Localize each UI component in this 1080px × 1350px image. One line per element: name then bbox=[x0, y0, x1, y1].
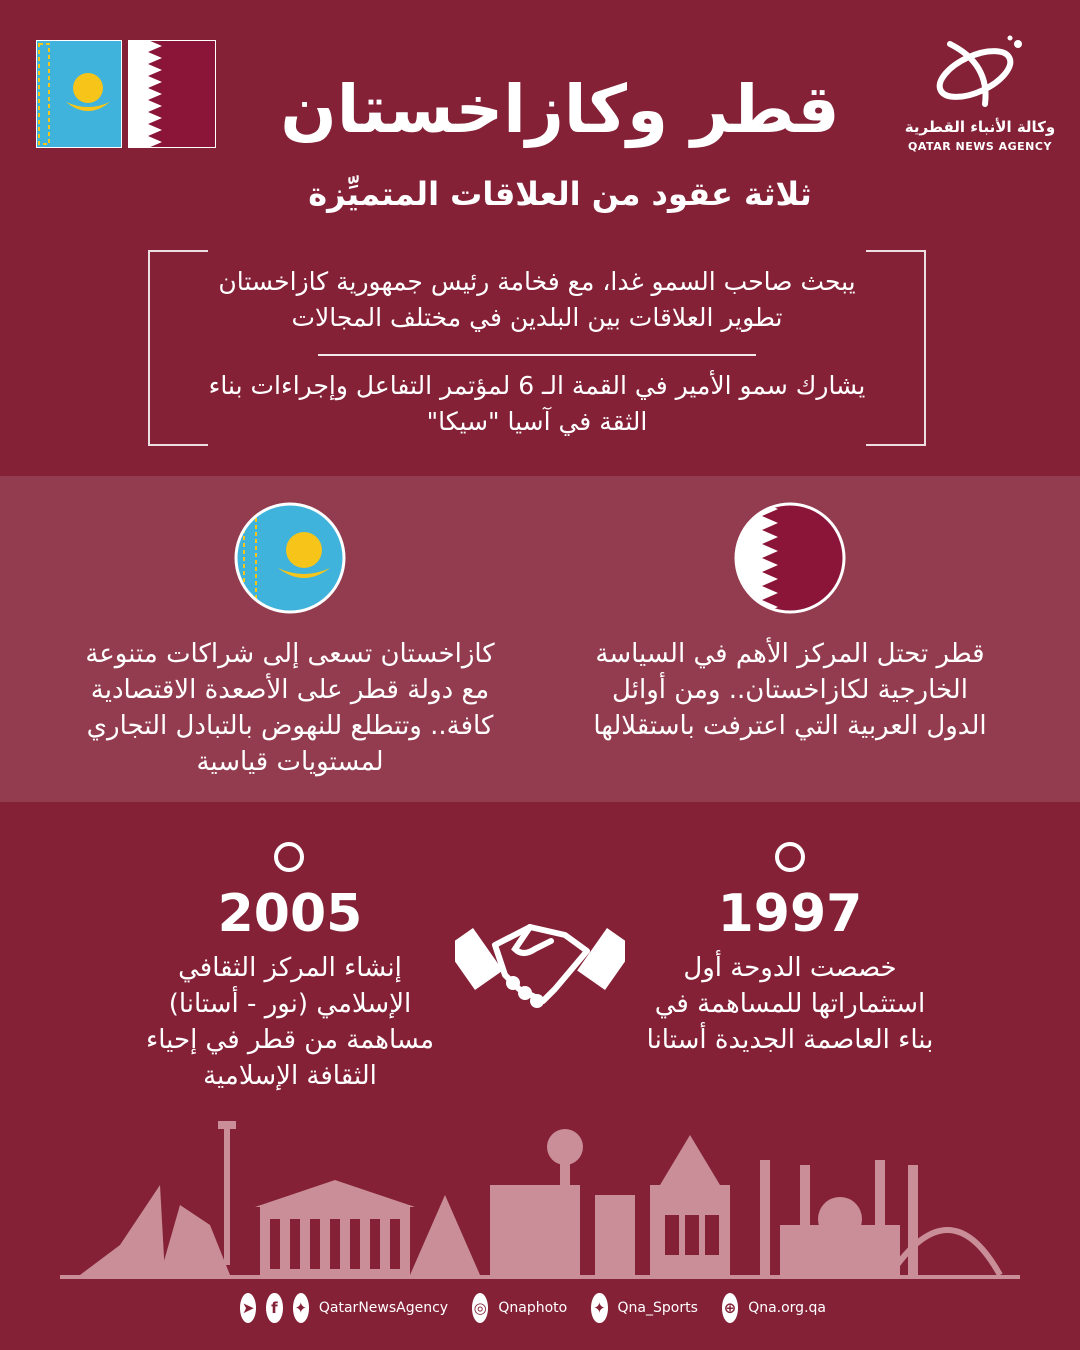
intro-frame bbox=[148, 250, 926, 442]
twitter-icon[interactable]: ✦ bbox=[293, 1293, 309, 1323]
intro-divider bbox=[318, 354, 756, 356]
facebook-icon[interactable]: f bbox=[266, 1293, 282, 1323]
qna-logo-icon bbox=[930, 34, 1030, 114]
timeline-marker-2005 bbox=[274, 842, 304, 872]
timeline-text-1997: خصصت الدوحة أول استثماراتها للمساهمة في بناء العاصمة الجديدة أستانا bbox=[646, 953, 934, 1055]
twitter-sports-handle[interactable]: Qna_Sports bbox=[617, 1300, 698, 1316]
kazakhstan-flag bbox=[36, 40, 122, 148]
instagram-icon[interactable]: ◎ bbox=[472, 1293, 488, 1323]
timeline-marker-1997 bbox=[775, 842, 805, 872]
qatar-flag-circle bbox=[734, 502, 846, 614]
astana-doha-skyline-illustration bbox=[60, 1115, 1020, 1285]
qatar-text: قطر تحتل المركز الأهم في السياسة الخارجية لكازاخستان.. ومن أوائل الدول العربية التي اعترفت باستقلالها bbox=[593, 639, 987, 741]
intro-paragraph-2: يشارك سمو الأمير في القمة الـ 6 لمؤتمر التفاعل وإجراءات بناء الثقة في آسيا "سيكا" bbox=[208, 371, 866, 436]
page-title: قطر وكازاخستان bbox=[280, 71, 840, 148]
intro-paragraph-1: يبحث صاحب السمو غدا، مع فخامة رئيس جمهورية كازاخستان تطوير العلاقات بين البلدين في مختلف المجالات bbox=[218, 267, 856, 332]
kazakhstan-flag-circle bbox=[234, 502, 346, 614]
globe-icon[interactable]: ⊕ bbox=[722, 1293, 738, 1323]
timeline-year-2005: 2005 bbox=[217, 884, 363, 944]
instagram-handle[interactable]: Qnaphoto bbox=[498, 1300, 568, 1316]
website-link[interactable]: Qna.org.qa bbox=[748, 1300, 826, 1316]
timeline-text-2005: إنشاء المركز الثقافي الإسلامي (نور - أستانا) مساهمة من قطر في إحياء الثقافة الإسلامية bbox=[146, 953, 434, 1091]
twitter-sports-icon[interactable]: ✦ bbox=[591, 1293, 607, 1323]
telegram-icon[interactable]: ➤ bbox=[240, 1293, 256, 1323]
handshake-icon bbox=[455, 905, 625, 1015]
social-handle[interactable]: QatarNewsAgency bbox=[318, 1300, 449, 1316]
kazakhstan-text: كازاخستان تسعى إلى شراكات متنوعة مع دولة قطر على الأصعدة الاقتصادية كافة.. وتتطلع للنهوض بالتبادل التجاري لمستويات قياسية bbox=[85, 639, 495, 777]
timeline-year-1997: 1997 bbox=[717, 884, 863, 944]
page-subtitle: ثلاثة عقود من العلاقات المتميِّزة bbox=[308, 175, 812, 213]
footer-social-bar bbox=[240, 1286, 840, 1330]
qna-name-arabic: وكالة الأنباء القطرية bbox=[904, 118, 1056, 136]
qna-name-english: QATAR NEWS AGENCY bbox=[908, 140, 1052, 153]
